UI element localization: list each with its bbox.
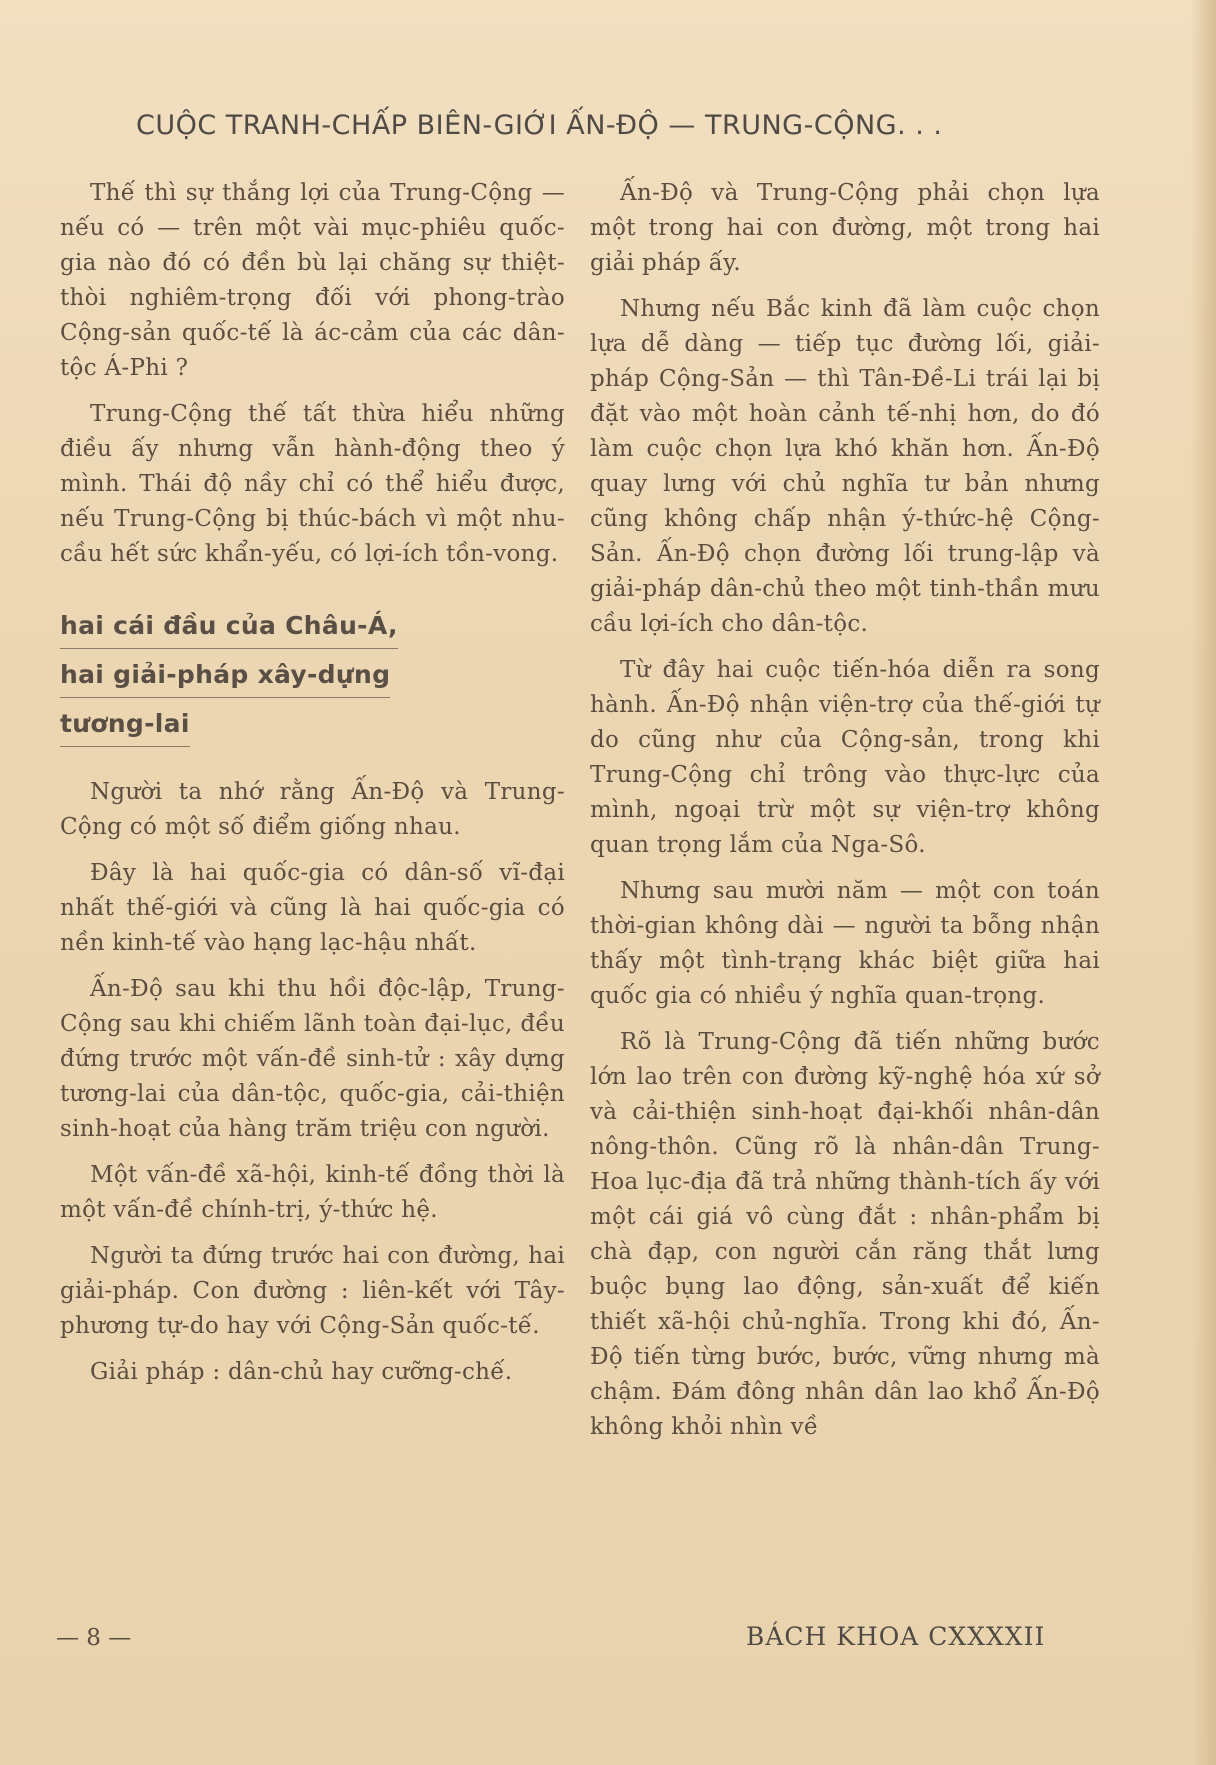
section-heading-line: hai giải-pháp xây-dựng xyxy=(60,655,390,698)
section-heading xyxy=(60,606,565,753)
paragraph: Từ đây hai cuộc tiến-hóa diễn ra song hành. Ấn-Độ nhận viện-trợ của thế-giới tự do cũng như của Cộng-sản, trong khi Trung-Cộng chỉ trông vào thực-lực của mình, ngoại trừ một sự viện-trợ không quan trọng lắm của Nga-Sô. xyxy=(590,657,1100,858)
section-heading-line: tương-lai xyxy=(60,704,190,747)
section-heading-line: hai cái đầu của Châu-Á, xyxy=(60,606,398,649)
publication-name: BÁCH KHOA CXXXXII xyxy=(746,1622,1046,1651)
paragraph: Người ta đứng trước hai con đường, hai giải-pháp. Con đường : liên-kết với Tây-phương tự-do hay với Cộng-Sản quốc-tế. xyxy=(60,1243,565,1339)
page-number: — 8 — xyxy=(56,1625,132,1651)
paragraph: Rõ là Trung-Cộng đã tiến những bước lớn lao trên con đường kỹ-nghệ hóa xứ sở và cải-thiện sinh-hoạt đại-khối nhân-dân nông-thôn. Cũng rõ là nhân-dân Trung-Hoa lục-địa đã trả những thành-tích ấy với một cái giá vô cùng đắt : nhân-phẩm bị chà đạp, con người cắn răng thắt lưng buộc bụng lao động, sản-xuất để kiến thiết xã-hội chủ-nghĩa. Trong khi đó, Ấn-Độ tiến từng bước, bước, vững nhưng mà chậm. Đám đông nhân dân lao khổ Ấn-Độ không khỏi nhìn về xyxy=(590,1029,1100,1440)
paragraph: Người ta nhớ rằng Ấn-Độ và Trung-Cộng có một số điểm giống nhau. xyxy=(60,779,565,840)
page-edge xyxy=(1190,0,1216,1765)
left-column xyxy=(60,176,565,1401)
paragraph: Ấn-Độ sau khi thu hồi độc-lập, Trung-Cộng sau khi chiếm lãnh toàn đại-lục, đều đứng trước một vấn-đề sinh-tử : xây dựng tương-lai của dân-tộc, quốc-gia, cải-thiện sinh-hoạt của hàng trăm triệu con người. xyxy=(60,976,565,1142)
paragraph: Giải pháp : dân-chủ hay cưỡng-chế. xyxy=(90,1359,513,1385)
paragraph: Đây là hai quốc-gia có dân-số vĩ-đại nhất thế-giới và cũng là hai quốc-gia có nền kinh-tế vào hạng lạc-hậu nhất. xyxy=(60,860,565,956)
paragraph: Thế thì sự thắng lợi của Trung-Cộng — nếu có — trên một vài mục-phiêu quốc-gia nào đó có đền bù lại chăng sự thiệt-thòi nghiêm-trọng đối với phong-trào Cộng-sản quốc-tế là ác-cảm của các dân-tộc Á-Phi ? xyxy=(60,180,565,381)
right-column xyxy=(590,176,1100,1456)
paragraph: Một vấn-đề xã-hội, kinh-tế đồng thời là một vấn-đề chính-trị, ý-thức hệ. xyxy=(60,1162,565,1223)
paragraph: Nhưng nếu Bắc kinh đã làm cuộc chọn lựa dễ dàng — tiếp tục đường lối, giải-pháp Cộng-Sản — thì Tân-Đề-Li trái lại bị đặt vào một hoàn cảnh tế-nhị hơn, do đó làm cuộc chọn lựa khó khăn hơn. Ấn-Độ quay lưng với chủ nghĩa tư bản nhưng cũng không chấp nhận ý-thức-hệ Cộng-Sản. Ấn-Độ chọn đường lối trung-lập và giải-pháp dân-chủ theo một tinh-thần mưu cầu lợi-ích cho dân-tộc. xyxy=(590,296,1100,637)
running-header: CUỘC TRANH-CHẤP BIÊN-GIỚI ẤN-ĐỘ — TRUNG-CỘNG. . . xyxy=(136,110,943,141)
paragraph: Nhưng sau mười năm — một con toán thời-gian không dài — người ta bỗng nhận thấy một tình-trạng khác biệt giữa hai quốc gia có nhiều ý nghĩa quan-trọng. xyxy=(590,878,1100,1009)
paragraph: Trung-Cộng thế tất thừa hiểu những điều ấy nhưng vẫn hành-động theo ý mình. Thái độ nầy chỉ có thể hiểu được, nếu Trung-Cộng bị thúc-bách vì một nhu-cầu hết sức khẩn-yếu, có lợi-ích tồn-vong. xyxy=(60,401,565,567)
paragraph: Ấn-Độ và Trung-Cộng phải chọn lựa một trong hai con đường, một trong hai giải pháp ấy. xyxy=(590,180,1100,276)
